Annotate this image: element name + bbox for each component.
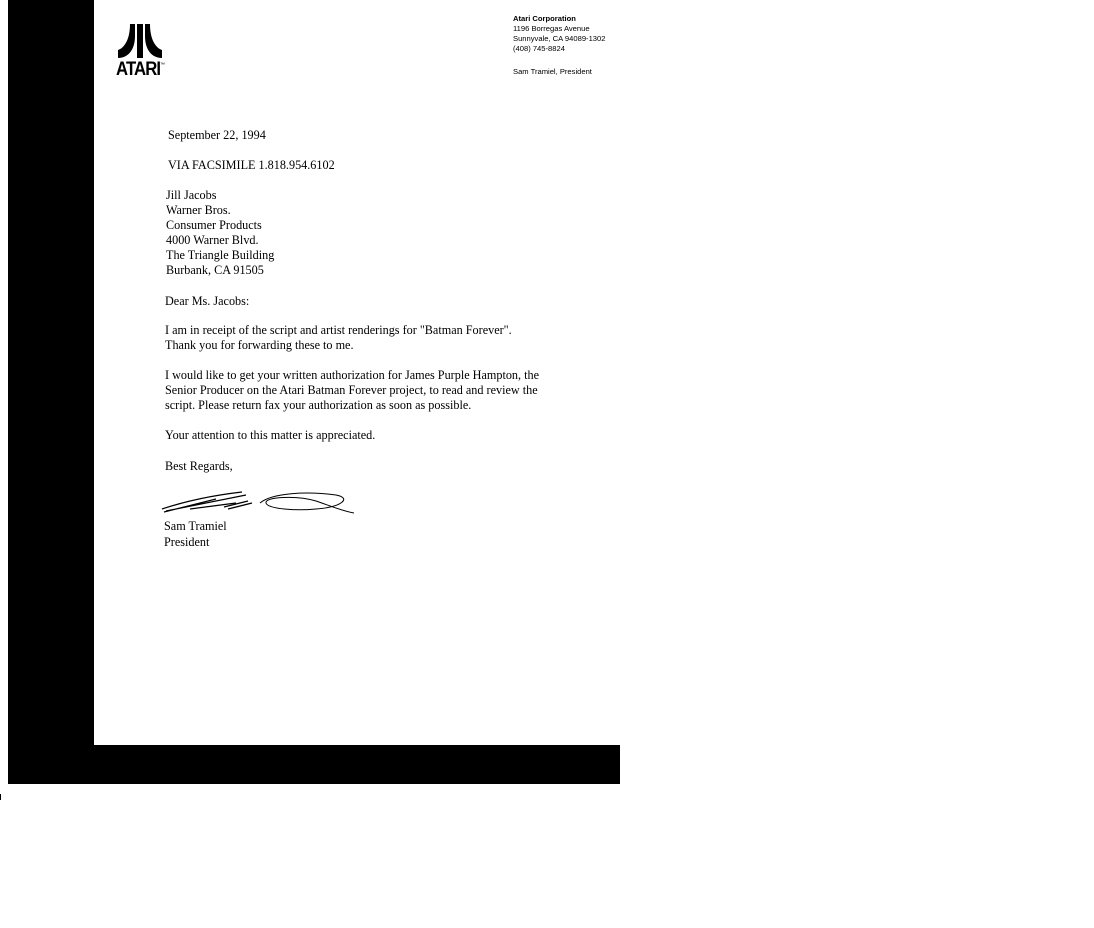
signer-name: Sam Tramiel: [164, 519, 227, 533]
paragraph-line: Thank you for forwarding these to me.: [165, 338, 354, 352]
paragraph-line: script. Please return fax your authorization as soon as possible.: [165, 398, 472, 412]
corporation-city: Sunnyvale, CA 94089-1302: [513, 34, 606, 43]
letter-date: September 22, 1994: [168, 128, 266, 142]
paragraph-attention: Your attention to this matter is appreciated.: [165, 428, 376, 442]
scan-speck: [0, 794, 1, 800]
recipient-line: 4000 Warner Blvd.: [166, 233, 259, 247]
recipient-line: Consumer Products: [166, 218, 262, 232]
atari-wordmark: ATARI: [116, 59, 161, 80]
corporation-phone: (408) 745-8824: [513, 44, 565, 53]
recipient-line: Jill Jacobs: [166, 188, 217, 202]
signer-block: [164, 519, 227, 550]
paragraph-receipt: [165, 323, 512, 353]
scan-border-left: [8, 0, 94, 784]
corporate-header: [513, 14, 605, 77]
signer-title: President: [164, 534, 210, 549]
corporation-name: Atari Corporation: [513, 14, 576, 23]
recipient-line: The Triangle Building: [166, 248, 275, 262]
paragraph-authorization: [165, 368, 539, 413]
paragraph-line: I am in receipt of the script and artist renderings for "Batman Forever".: [165, 323, 512, 337]
recipient-line: Warner Bros.: [166, 203, 231, 217]
recipient-address: [166, 188, 274, 278]
salutation: Dear Ms. Jacobs:: [165, 294, 250, 308]
fax-line: VIA FACSIMILE 1.818.954.6102: [168, 158, 335, 172]
scan-border-bottom: [8, 745, 620, 784]
corporation-street: 1196 Borregas Avenue: [513, 24, 590, 33]
corporation-president: Sam Tramiel, President: [513, 67, 592, 76]
recipient-line: Burbank, CA 91505: [166, 263, 264, 277]
signature-icon: [156, 487, 356, 519]
paragraph-line: I would like to get your written authorization for James Purple Hampton, the: [165, 368, 540, 382]
closing: Best Regards,: [165, 459, 233, 473]
trademark-mark: ™: [160, 62, 165, 68]
paragraph-line: Senior Producer on the Atari Batman Forever project, to read and review the: [165, 383, 538, 397]
